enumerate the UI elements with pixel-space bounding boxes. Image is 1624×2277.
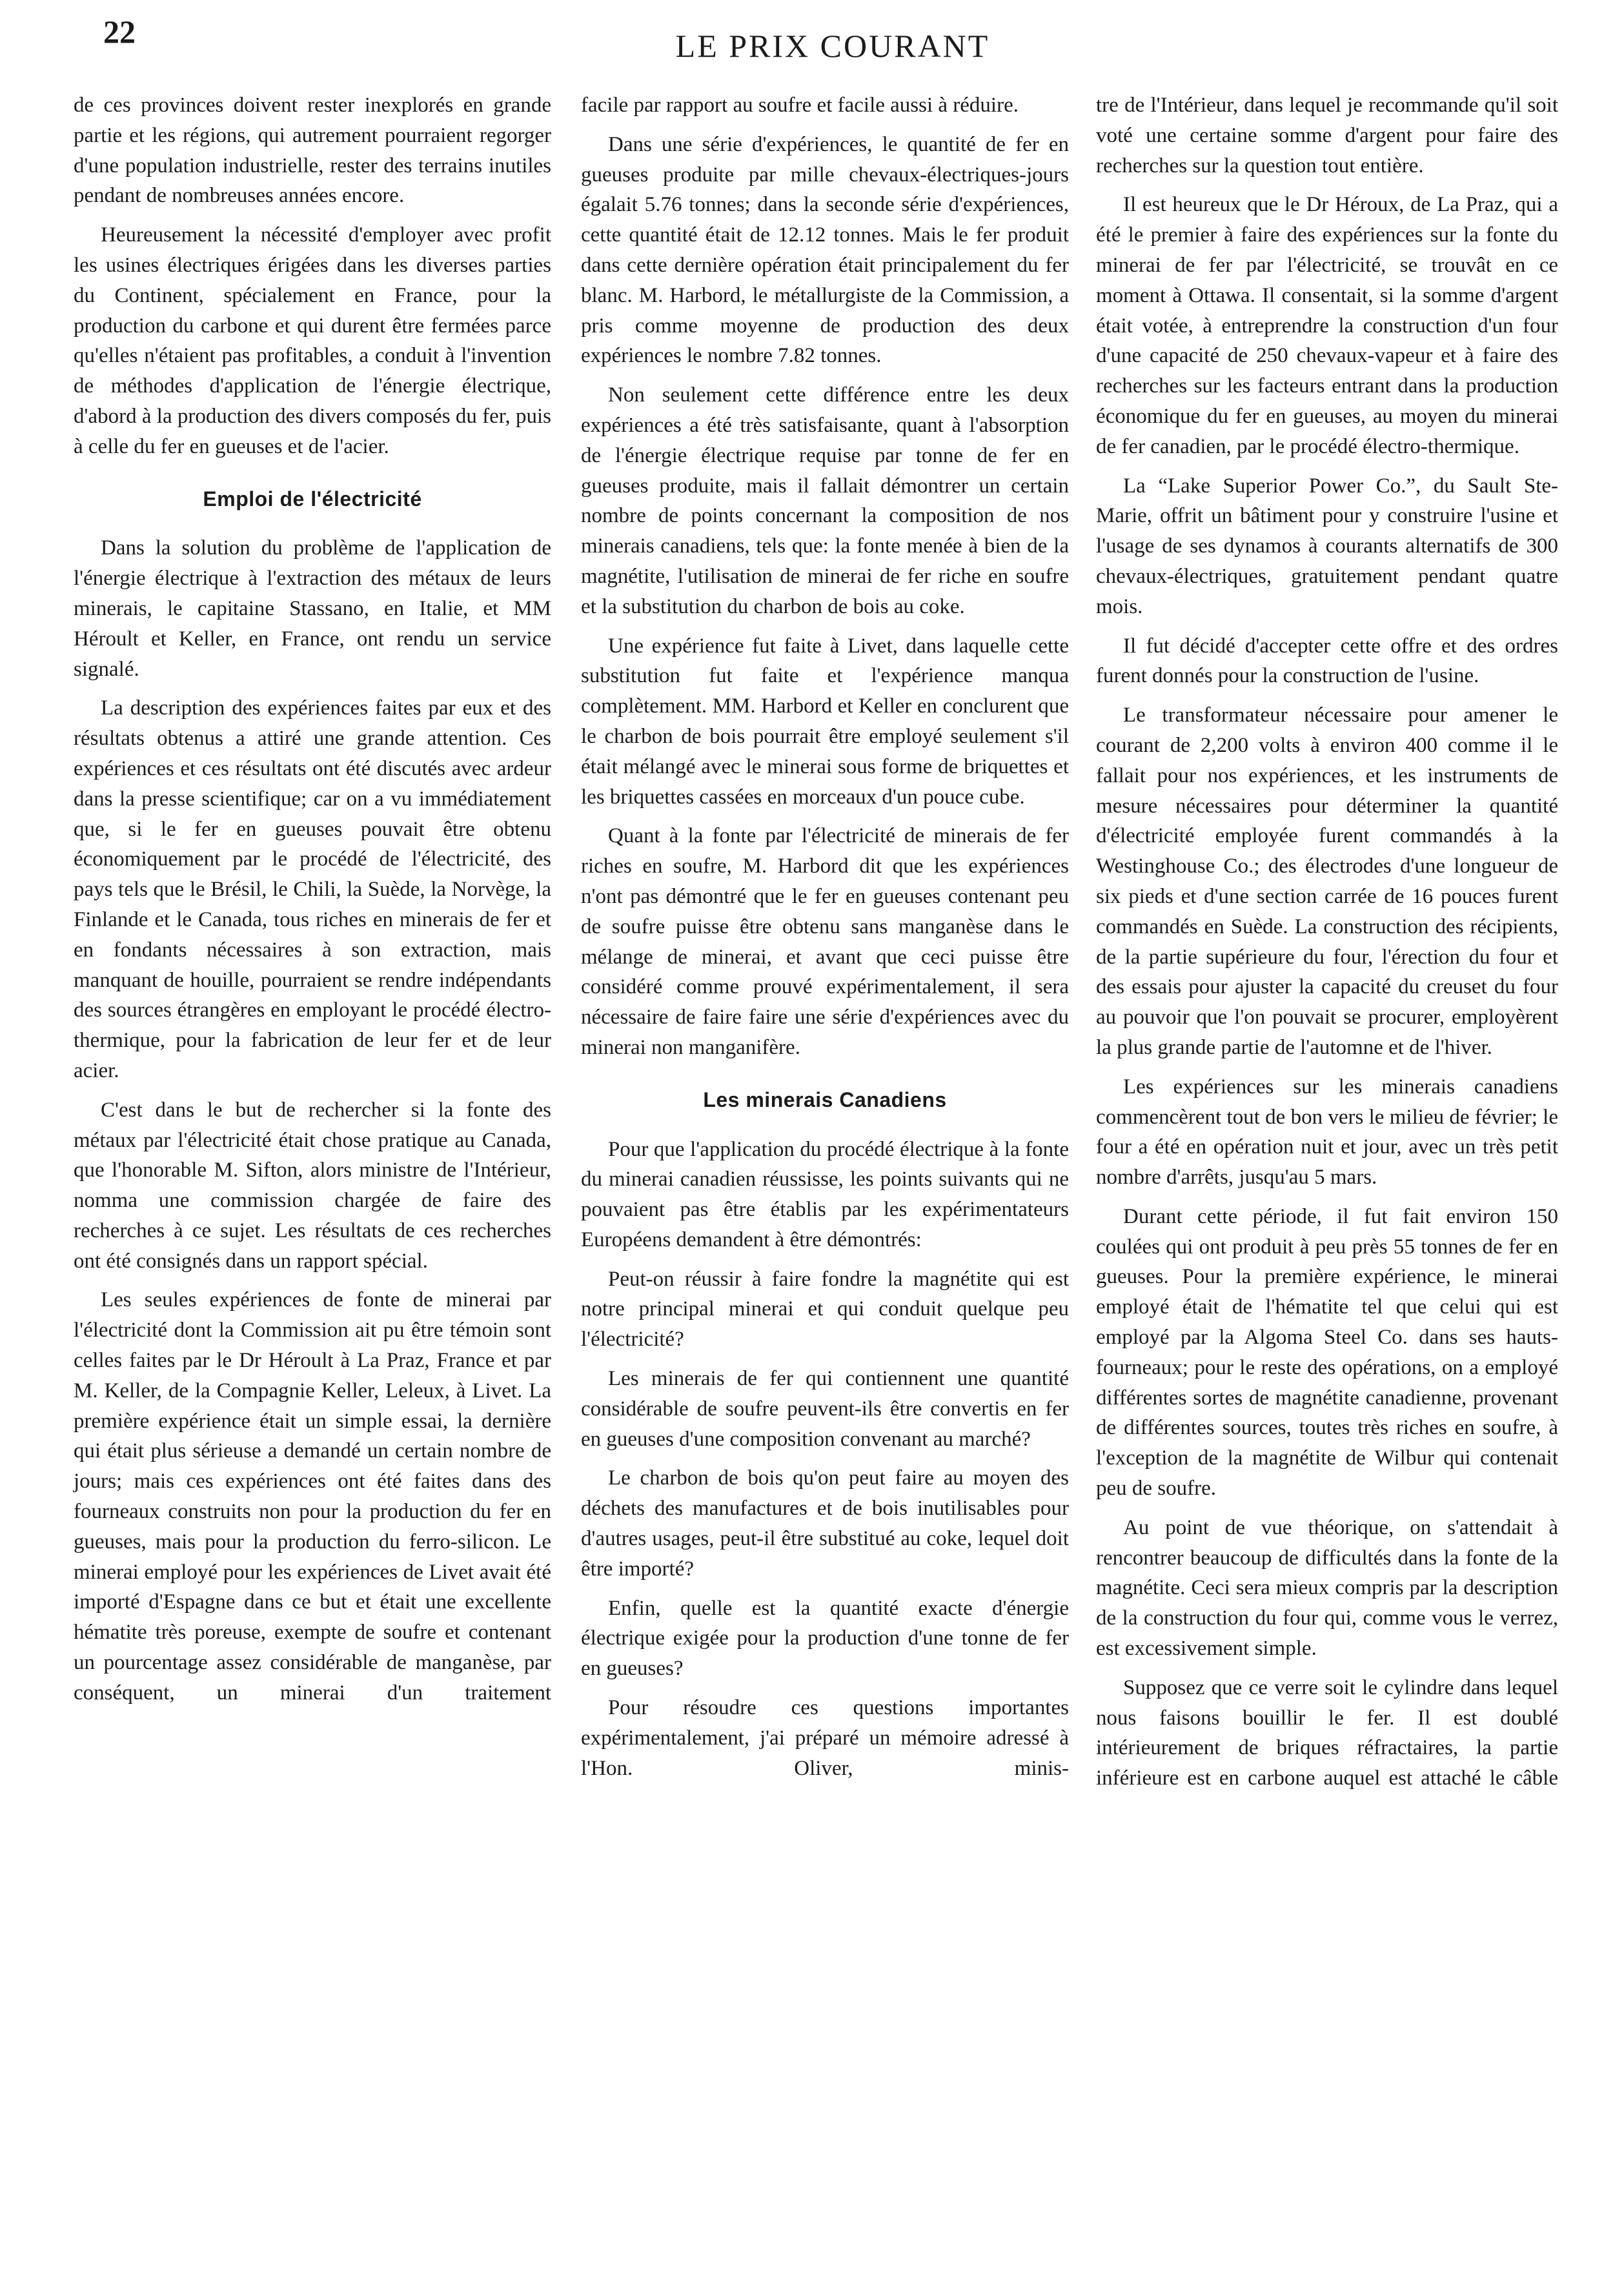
paragraph: de ces provinces doivent rester inexplorés en grande partie et les régions, qui autrement pourraient regorger d'une population industrielle, rester des terrains inutiles pendant de nombreuses années encore. — [74, 94, 551, 208]
paragraph: Il fut décidé d'accepter cette offre et des ordres furent donnés pour la construction de l'usine. — [1096, 634, 1558, 688]
paragraph: Pour que l'application du procédé électrique à la fonte du minerai canadien réussisse, les points suivants qui ne pouvaient pas être établis par les expérimentateurs Européens demandent à être démontrés: — [581, 1137, 1069, 1251]
paragraph: Pour résoudre ces questions importantes expérimentalement, j'ai préparé un mémoire adressé à l'Hon. Oliver, minis- — [581, 1696, 1069, 1780]
paragraph: facile par rapport au soufre et facile aussi à réduire. — [581, 94, 1019, 117]
page-number: 22 — [103, 14, 136, 50]
text-column-2 — [581, 90, 1069, 1823]
section-heading: Les minerais Canadiens — [703, 1088, 947, 1111]
paragraph: Quant à la fonte par l'électricité de minerais de fer riches en soufre, M. Harbord dit que les expériences n'ont pas démontré que le fer en gueuses contenant peu de soufre puisse être obtenu sans manganèse dans le mélange de minerai, et avant que ceci puisse être considéré comme prouvé expérimentalement, il sera nécessaire de faire faire une série d'expériences avec du minerai non manganifère. — [581, 824, 1069, 1059]
paragraph: Les minerais de fer qui contiennent une quantité considérable de soufre peuvent-ils être convertis en fer en gueuses d'une composition convenant au marché? — [581, 1367, 1069, 1451]
paragraph: Dans une série d'expériences, le quantité de fer en gueuses produite par mille chevaux-électriques-jours égalait 5.76 tonnes; dans la seconde série d'expériences, cette quantité était de 12.12 tonnes. Mais le fer produit dans cette dernière opération était principalement du fer blanc. M. Harbord, le métallurgiste de la Commission, a pris comme moyenne de production des deux expériences le nombre 7.82 tonnes. — [581, 132, 1069, 368]
paragraph: Une expérience fut faite à Livet, dans laquelle cette substitution fut faite et l'expérience manqua complètement. MM. Harbord et Keller en conclurent que le charbon de bois pourrait être employé seulement s'il était mélangé avec le minerai sous forme de briquettes et les briquettes cassées en morceaux d'un pouce cube. — [581, 634, 1069, 809]
paragraph: tre de l'Intérieur, dans lequel je recommande qu'il soit voté une certaine somme d'argent pour faire des recherches sur la question tout entière. — [1096, 94, 1558, 177]
section-heading: Emploi de l'électricité — [203, 487, 422, 511]
paragraph: Le transformateur nécessaire pour amener le courant de 2,200 volts à environ 400 comme il le fallait pour nos expériences, et les instruments de mesure nécessaires pour déterminer la quantité d'électricité employée furent commandés à la Westinghouse Co.; des électrodes d'une longueur de six pieds et d'une section carrée de 16 pouces furent commandés en Suède. La construction des récipients, de la partie supérieure du four, l'érection du four et des essais pour ajuster la capacité du creuset du four au pouvoir que l'on pouvait se procurer, employèrent la plus grande partie de l'automne et de l'hiver. — [1096, 703, 1558, 1059]
paragraph: Les expériences sur les minerais canadiens commencèrent tout de bon vers le milieu de février; le four a été en opération nuit et jour, avec un très petit nombre d'arrêts, jusqu'au 5 mars. — [1096, 1075, 1558, 1189]
paragraph: Le charbon de bois qu'on peut faire au moyen des déchets des manufactures et de bois inutilisables pour d'autres usages, peut-il être substitué au coke, lequel doit être importé? — [581, 1466, 1069, 1581]
paragraph: Il est heureux que le Dr Héroux, de La Praz, qui a été le premier à faire des expériences sur la fonte du minerai de fer par l'électricité, se trouvât en ce moment à Ottawa. Il consentait, si la somme d'argent était votée, à entreprendre la construction d'un four d'une capacité de 250 chevaux-vapeur et à faire des recherches sur les facteurs entrant dans la production économique du fer en gueuses, au moyen du minerai de fer canadien, par le procédé électro-thermique. — [1096, 193, 1558, 458]
paragraph: Non seulement cette différence entre les deux expériences a été très satisfaisante, quant à l'absorption de l'énergie électrique requise par tonne de fer en gueuses produite, mais il fallait démontrer un certain nombre de points concernant la composition de nos minerais canadiens, tels que: la fonte menée à bien de la magnétite, l'utilisation de minerai de fer riche en soufre et la substitution du charbon de bois au coke. — [581, 383, 1069, 618]
text-column-3 — [1096, 90, 1558, 1833]
paragraph: Heureusement la nécessité d'employer avec profit les usines électriques érigées dans les diverses parties du Continent, spécialement en France, pour la production du carbone et qui durent être fermées parce qu'elles n'étaient pas profitables, a conduit à l'invention de méthodes d'application de l'énergie électrique, d'abord à la production des divers composés du fer, puis à celle du fer en gueuses et de l'acier. — [74, 223, 551, 458]
running-title: LE PRIX COURANT — [675, 28, 990, 64]
paragraph: Les seules expériences de fonte de minerai par l'électricité dont la Commission ait pu être témoin sont celles faites par le Dr Héroult à La Praz, France et par M. Keller, de la Compagnie Keller, Leleux, à Livet. La première expérience était un simple essai, la dernière qui était plus sérieuse a demandé un certain nombre de jours; mais ces expériences ont été faites dans des fourneaux construits non pour la production du fer en gueuses, mais pour la production du ferro-silicon. Le minerai employé pour les expériences de Livet avait été importé d'Espagne dans ce but et était une excellente hématite très poreuse, exempte de soufre et contenant un pourcentage assez considérable de manganèse, par conséquent, un minerai d'un traitement — [74, 1288, 551, 1705]
paragraph: Enfin, quelle est la quantité exacte d'énergie électrique exigée pour la production d'une tonne de fer en gueuses? — [581, 1596, 1069, 1681]
paragraph: Durant cette période, il fut fait environ 150 coulées qui ont produit à peu près 55 tonnes de fer en gueuses. Pour la première expérience, le minerai employé était de l'hématite tel que celui qui est employé par la Algoma Steel Co. dans ses hauts-fourneaux; pour le reste des opérations, on a employé différentes sortes de magnétite canadienne, provenant de différentes sources, toutes très riches en soufre, à l'exception de la magnétite de Wilbur qui contenait peu de soufre. — [1096, 1204, 1558, 1501]
paragraph: C'est dans le but de rechercher si la fonte des métaux par l'électricité était chose pratique au Canada, que l'honorable M. Sifton, alors ministre de l'Intérieur, nomma une commission chargée de faire des recherches à ce sujet. Les résultats de ces recherches ont été consignés dans un rapport spécial. — [74, 1098, 551, 1273]
paragraph: Peut-on réussir à faire fondre la magnétite qui est notre principal minerai et qui conduit quelque peu l'électricité? — [581, 1267, 1069, 1351]
paragraph: La description des expériences faites par eux et des résultats obtenus a attiré une grande attention. Ces expériences et ces résultats ont été discutés avec ardeur dans la presse scientifique; car on a vu immédiatement que, si le fer en gueuses pouvait être obtenu économiquement par le procédé de l'électricité, des pays tels que le Brésil, le Chili, la Suède, la Norvège, la Finlande et le Canada, tous riches en minerais de fer et en fondants nécessaires à son extraction, mais manquant de houille, pourraient se rendre indépendants des sources étrangères en employant le procédé électro-thermique, pour la fabrication de leur fer et de leur acier. — [74, 696, 551, 1082]
paragraph: Dans la solution du problème de l'application de l'énergie électrique à l'extraction des métaux de leurs minerais, le capitaine Stassano, en Italie, et MM Héroult et Keller, en France, ont rendu un service signalé. — [74, 536, 551, 681]
text-column-1 — [74, 90, 551, 1747]
paragraph: Au point de vue théorique, on s'attendait à rencontrer beaucoup de difficultés dans la fonte de la magnétite. Ceci sera mieux compris par la description de la construction du four qui, comme vous le verrez, est excessivement simple. — [1096, 1515, 1558, 1661]
paragraph: La “Lake Superior Power Co.”, du Sault Ste-Marie, offrit un bâtiment pour y construire l'usine et l'usage de ses dynamos à courants alternatifs de 300 chevaux-électriques, gratuitement pendant quatre mois. — [1096, 474, 1558, 618]
paragraph: Supposez que ce verre soit le cylindre dans lequel nous faisons bouillir le fer. Il est doublé intérieurement de briques réfractaires, la partie inférieure est en carbone auquel est attaché le câble — [1096, 1675, 1558, 1790]
